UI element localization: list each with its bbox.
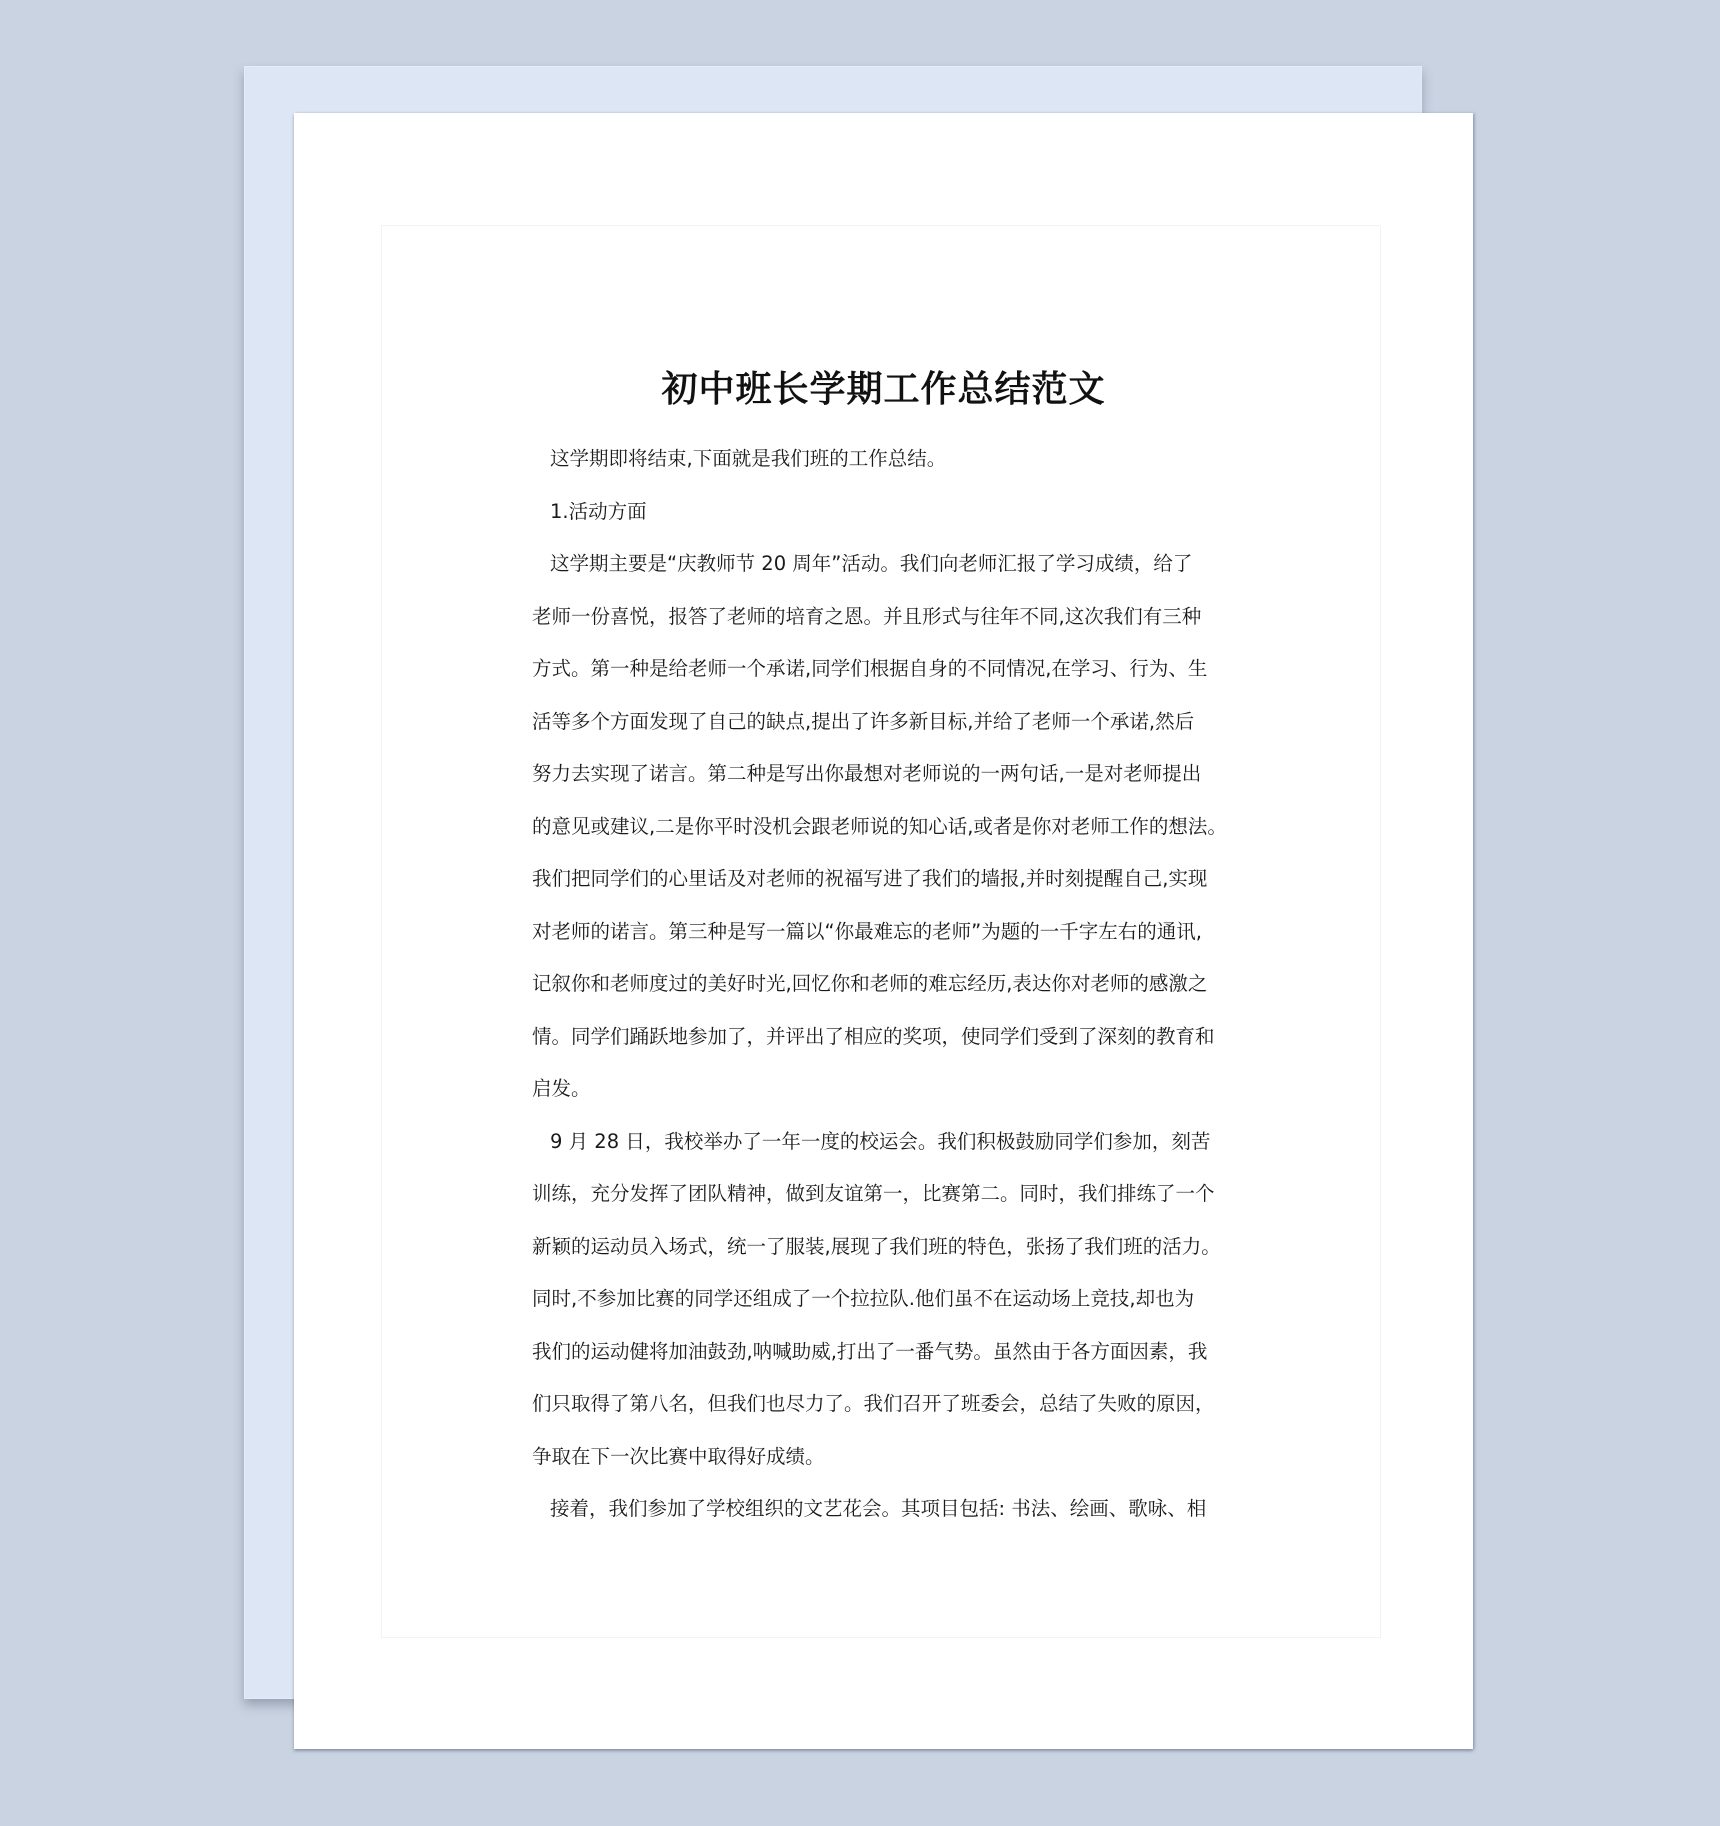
- document-title: 初中班长学期工作总结范文: [661, 369, 1106, 410]
- body-line: 训练，充分发挥了团队精神，做到友谊第一，比赛第二。同时，我们排练了一个: [532, 1182, 1215, 1205]
- body-line: 的意见或建议,二是你平时没机会跟老师说的知心话,或者是你对老师工作的想法。: [532, 814, 1227, 838]
- body-line: 对老师的诺言。第三种是写一篇以“你最难忘的老师”为题的一千字左右的通讯,: [532, 919, 1202, 943]
- body-line: 这学期主要是“庆教师节 20 周年”活动。我们向老师汇报了学习成绩，给了: [550, 552, 1193, 575]
- body-line: 我们把同学们的心里话及对老师的祝福写进了我们的墙报,并时刻提醒自己,实现: [532, 867, 1208, 890]
- body-line: 们只取得了第八名，但我们也尽力了。我们召开了班委会，总结了失败的原因，: [532, 1392, 1215, 1415]
- body-line: 这学期即将结束,下面就是我们班的工作总结。: [550, 447, 947, 470]
- body-line: 同时,不参加比赛的同学还组成了一个拉拉队.他们虽不在运动场上竞技,却也为: [532, 1287, 1195, 1310]
- body-line: 9 月 28 日，我校举办了一年一度的校运会。我们积极鼓励同学们参加，刻苦: [550, 1129, 1211, 1153]
- document-body: [532, 433, 1252, 1536]
- body-line: 启发。: [532, 1077, 591, 1100]
- body-line: 新颖的运动员入场式，统一了服装,展现了我们班的特色，张扬了我们班的活力。: [532, 1234, 1221, 1258]
- body-line: 方式。第一种是给老师一个承诺,同学们根据自身的不同情况,在学习、行为、生: [532, 657, 1208, 680]
- body-line: 努力去实现了诺言。第二种是写出你最想对老师说的一两句话,一是对老师提出: [532, 762, 1202, 785]
- body-line: 接着，我们参加了学校组织的文艺花会。其项目包括: 书法、绘画、歌咏、相: [550, 1497, 1207, 1520]
- body-line: 争取在下一次比赛中取得好成绩。: [532, 1444, 825, 1468]
- document-page: [294, 113, 1473, 1749]
- body-line: 情。同学们踊跃地参加了，并评出了相应的奖项，使同学们受到了深刻的教育和: [532, 1024, 1215, 1048]
- body-line: 1.活动方面: [550, 499, 647, 523]
- body-line: 活等多个方面发现了自己的缺点,提出了许多新目标,并给了老师一个承诺,然后: [532, 709, 1195, 733]
- body-line: 我们的运动健将加油鼓劲,呐喊助威,打出了一番气势。虽然由于各方面因素，我: [532, 1339, 1208, 1363]
- body-line: 老师一份喜悦，报答了老师的培育之恩。并且形式与往年不同,这次我们有三种: [532, 604, 1202, 628]
- body-line: 记叙你和老师度过的美好时光,回忆你和老师的难忘经历,表达你对老师的感激之: [532, 972, 1208, 995]
